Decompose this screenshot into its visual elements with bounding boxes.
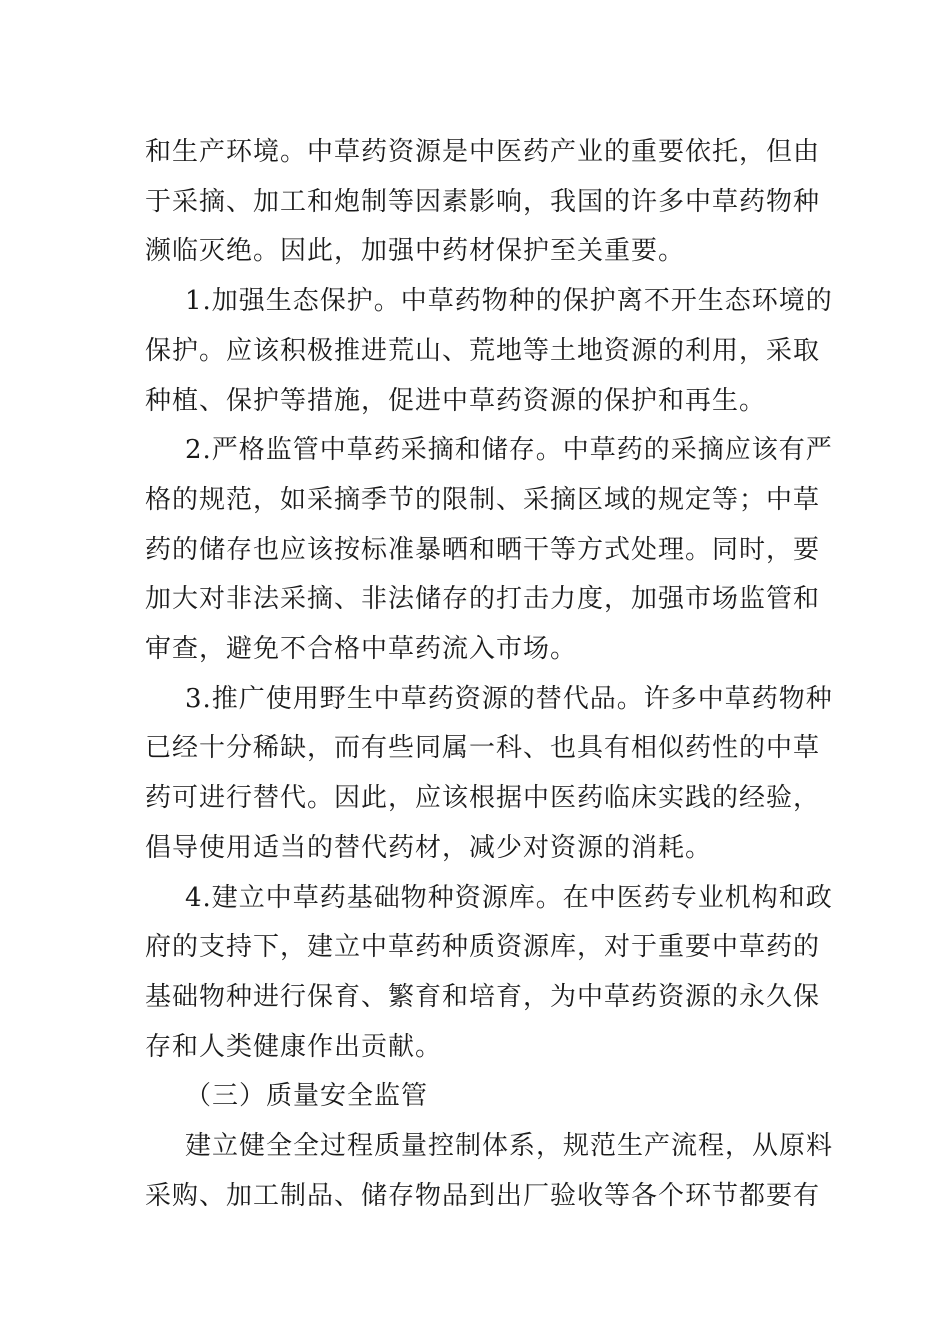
text-line: 基础物种进行保育、繁育和培育，为中草药资源的永久保 [145, 981, 821, 1012]
text-line: 保护。应该积极推进荒山、荒地等土地资源的利用，采取 [145, 335, 821, 366]
paragraph-p4 [145, 874, 833, 1073]
text-line: 和生产环境。中草药资源是中医药产业的重要依托，但由 [145, 137, 821, 167]
paragraph-p6 [145, 1122, 834, 1221]
body-text [145, 128, 834, 1221]
text-line: 倡导使用适当的替代药材，减少对资源的消耗。 [145, 832, 713, 863]
paragraph-p5 [145, 1072, 810, 1122]
text-line: 格的规范，如采摘季节的限制、采摘区域的规定等；中草 [145, 484, 821, 515]
text-line: 于采摘、加工和炮制等因素影响，我国的许多中草药物种 [145, 186, 821, 217]
paragraph-p2 [145, 426, 833, 675]
text-line: 3.推广使用野生中草药资源的替代品。许多中草药物种 [185, 683, 833, 714]
text-line: 药的储存也应该按标准暴晒和晒干等方式处理。同时，要 [145, 534, 821, 565]
text-line: 濒临灭绝。因此，加强中药材保护至关重要。 [145, 236, 686, 267]
text-line: 采购、加工制品、储存物品到出厂验收等各个环节都要有 [145, 1180, 821, 1211]
paragraph-p3 [145, 675, 833, 874]
text-line: （三）质量安全监管 [185, 1081, 429, 1112]
text-line: 存和人类健康作出贡献。 [145, 1031, 443, 1062]
paragraph-p1 [145, 277, 833, 426]
text-line: 药可进行替代。因此，应该根据中医药临床实践的经验， [145, 783, 821, 814]
text-line: 加大对非法采摘、非法储存的打击力度，加强市场监管和 [145, 584, 821, 615]
text-line: 府的支持下，建立中草药种质资源库，对于重要中草药的 [145, 932, 821, 963]
text-line: 审查，避免不合格中草药流入市场。 [145, 634, 578, 665]
text-line: 种植、保护等措施，促进中草药资源的保护和再生。 [145, 385, 767, 416]
text-line: 4.建立中草药基础物种资源库。在中医药专业机构和政 [185, 882, 833, 913]
text-line: 1.加强生态保护。中草药物种的保护离不开生态环境的 [185, 286, 833, 317]
text-line: 建立健全全过程质量控制体系，规范生产流程，从原料 [185, 1131, 834, 1162]
text-line: 2.严格监管中草药采摘和储存。中草药的采摘应该有严 [185, 435, 833, 466]
text-line: 已经十分稀缺，而有些同属一科、也具有相似药性的中草 [145, 733, 821, 764]
paragraph-p0 [145, 128, 821, 277]
